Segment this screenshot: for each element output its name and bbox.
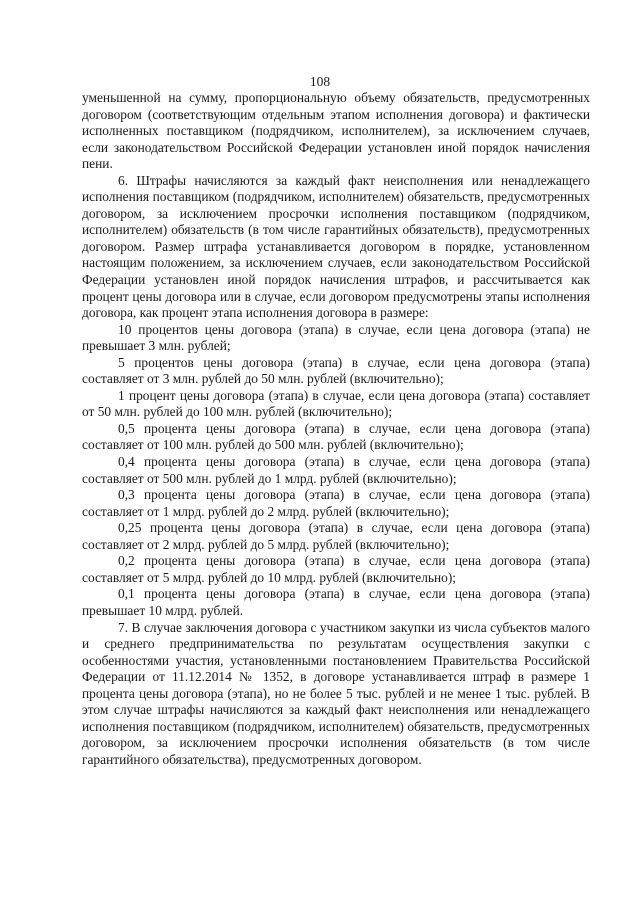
paragraph-fine-tier-0-25-percent: 0,25 процента цены договора (этапа) в случае, если цена договора (этапа) составляет от 2 млрд. рублей до 5 млрд. рублей (включительно); xyxy=(82,520,590,552)
paragraph-fine-tier-0-1-percent: 0,1 процента цены договора (этапа) в случае, если цена договора (этапа) превышает 10 млрд. рублей. xyxy=(82,586,590,618)
paragraph-fine-tier-0-3-percent: 0,3 процента цены договора (этапа) в случае, если цена договора (этапа) составляет от 1 млрд. рублей до 2 млрд. рублей (включительно); xyxy=(82,487,590,519)
paragraph-fine-tier-0-5-percent: 0,5 процента цены договора (этапа) в случае, если цена договора (этапа) составляет от 100 млн. рублей до 500 млн. рублей (включительно); xyxy=(82,420,590,453)
paragraph-clause-6: 6. Штрафы начисляются за каждый факт неисполнения или ненадлежащего исполнения поставщиком (подрядчиком, исполнителем) обязательств, предусмотренных договором, за исключением просрочки исполнения поставщиком (подрядчиком, исполнителем) обязательств (в том числе гарантийных обязательств), предусмотренных договором. Размер штрафа устанавливается договором в порядке, установленном настоящим положением, за исключением случаев, если законодательством Российской Федерации установлен иной порядок начисления штрафов, и рассчитывается как процент цены договора или в случае, если договором предусмотрены этапы исполнения договора, как процент этапа исполнения договора в размере: xyxy=(82,172,590,321)
paragraph-clause-7: 7. В случае заключения договора с участником закупки из числа субъектов малого и среднего предпринимательства по результатам осуществления закупки с особенностями участия, установленными постановлением Правительства Российской Федерации от 11.12.2014 № 1352, в договоре устанавливается штраф в размере 1 процента цены договора (этапа), но не более 5 тыс. рублей и не менее 1 тыс. рублей. В этом случае штрафы начисляются за каждый факт неисполнения или ненадлежащего исполнения поставщиком (подрядчиком, исполнителем) обязательств, предусмотренных договором, за исключением просрочки исполнения обязательств (в том числе гарантийного обязательства), предусмотренных договором. xyxy=(82,619,590,767)
document-body xyxy=(82,90,590,768)
page-number: 108 xyxy=(309,74,331,89)
paragraph-fine-tier-10-percent: 10 процентов цены договора (этапа) в случае, если цена договора (этапа) не превышает 3 млн. рублей; xyxy=(82,321,590,354)
paragraph-fine-tier-0-2-percent: 0,2 процента цены договора (этапа) в случае, если цена договора (этапа) составляет от 5 млрд. рублей до 10 млрд. рублей (включительно); xyxy=(82,553,590,585)
paragraph-fine-tier-0-4-percent: 0,4 процента цены договора (этапа) в случае, если цена договора (этапа) составляет от 500 млн. рублей до 1 млрд. рублей (включительно); xyxy=(82,454,590,486)
paragraph-fine-tier-1-percent: 1 процент цены договора (этапа) в случае, если цена договора (этапа) составляет от 50 млн. рублей до 100 млн. рублей (включительно); xyxy=(82,387,590,420)
paragraph-continuation: уменьшенной на сумму, пропорциональную объему обязательств, предусмотренных договором (соответствующим отдельным этапом исполнения договора) и фактически исполненных поставщиком (подрядчиком, исполнителем), за исключением случаев, если законодательством Российской Федерации установлен иной порядок начисления пени. xyxy=(82,90,590,172)
paragraph-fine-tier-5-percent: 5 процентов цены договора (этапа) в случае, если цена договора (этапа) составляет от 3 млн. рублей до 50 млн. рублей (включительно); xyxy=(82,354,590,387)
